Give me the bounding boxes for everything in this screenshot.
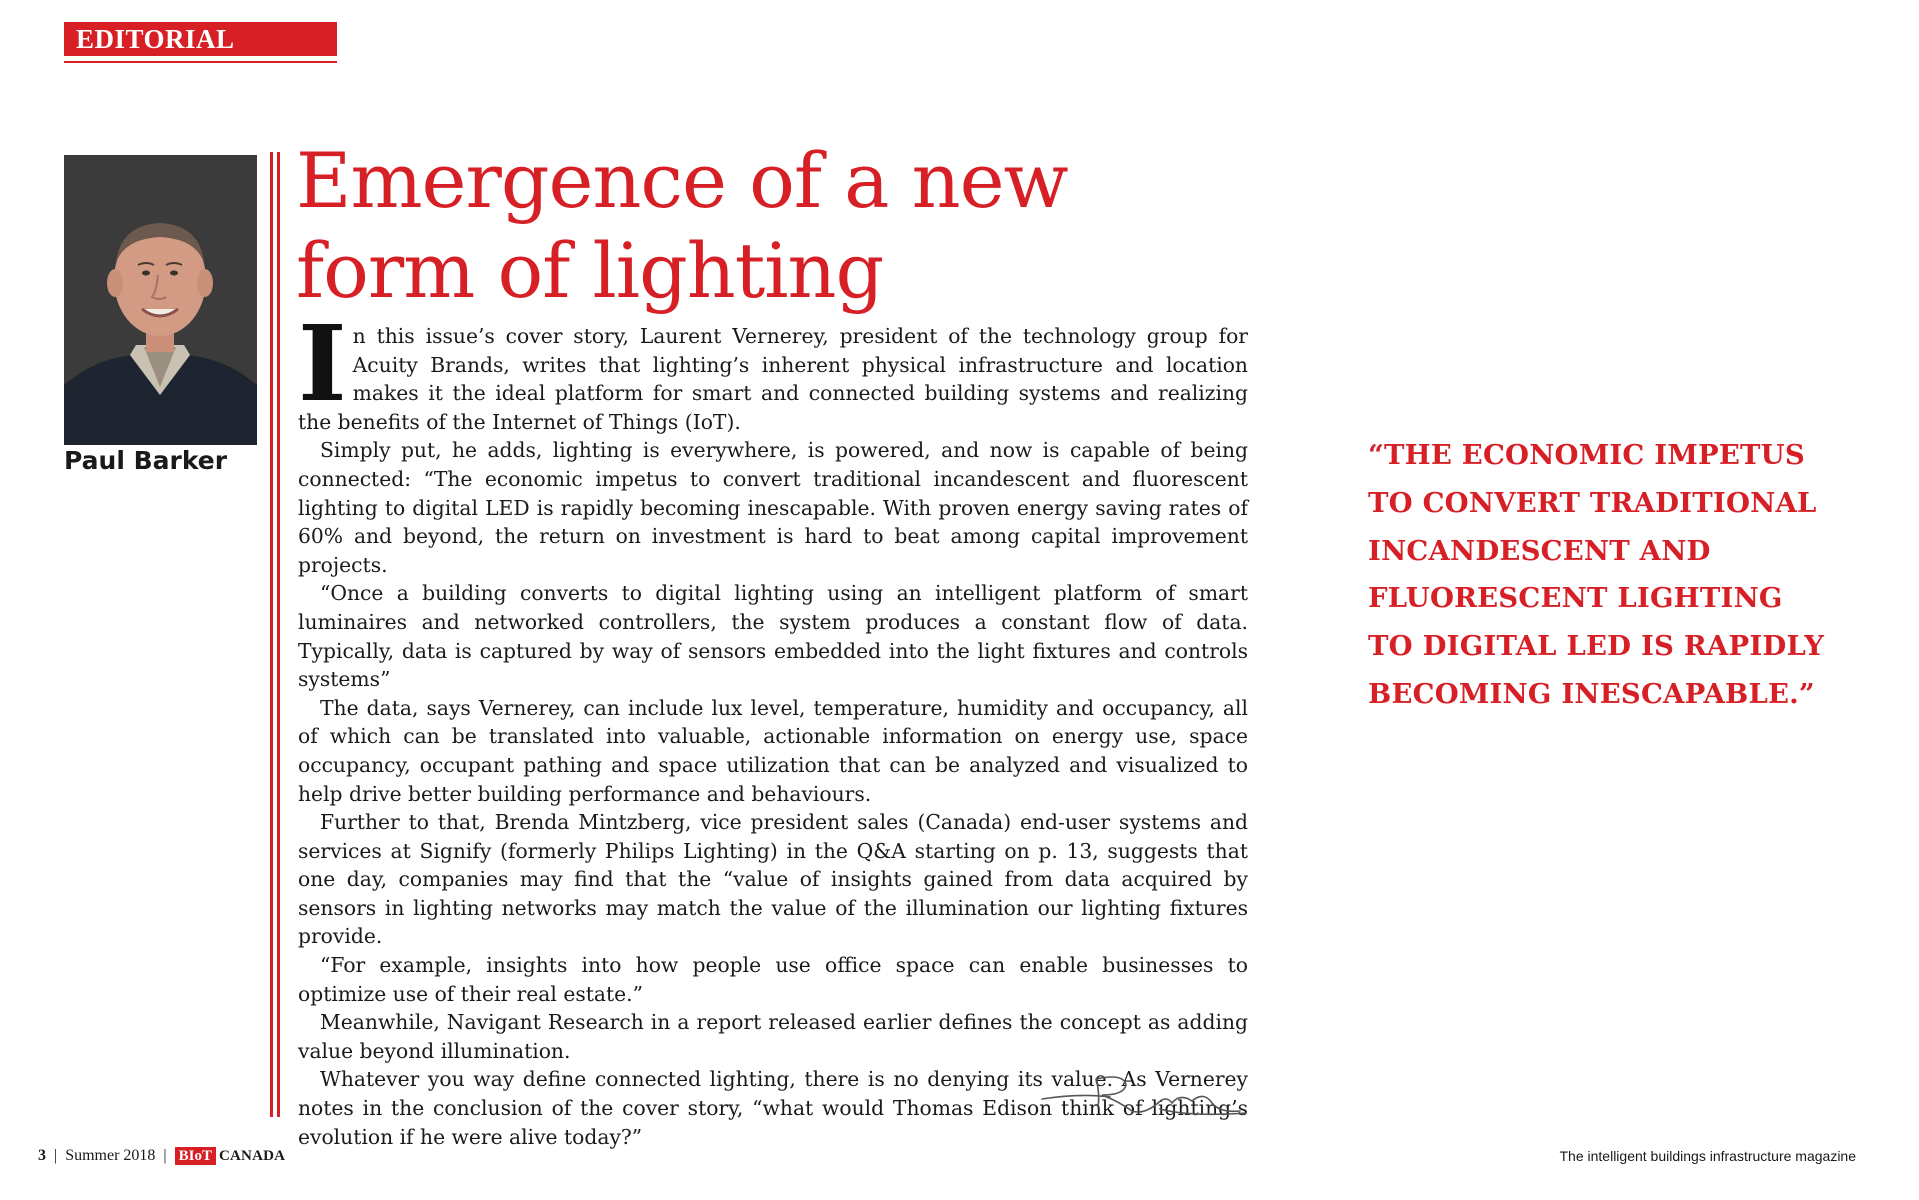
section-rule — [64, 61, 337, 63]
section-label: EDITORIAL — [64, 22, 337, 56]
paragraph: “Once a building converts to digital lighting using an intelligent platform of smart luminaires and networked controllers, the system produces a constant flow of data. Typically, data is captured by way of sensors embedded into the light fixtures and controls systems” — [298, 581, 1248, 692]
paragraph: Whatever you way define connected lighting, there is no denying its value. As Vernerey notes in the conclusion of the cover story, “what would Thomas Edison think of lighting’s evolution if he were alive today?” — [298, 1067, 1248, 1149]
magazine-tagline: The intelligent buildings infrastructure magazine — [1559, 1148, 1856, 1164]
paragraph-text: n this issue’s cover story, Laurent Vernerey, president of the technology group for Acuity Brands, writes that lighting’s inherent physical infrastructure and location makes it the ideal platform for smart and connected building systems and realizing the benefits of the Internet of Things (IoT). — [298, 324, 1248, 434]
magazine-logo-word: CANADA — [218, 1147, 286, 1164]
issue-date: Summer 2018 — [65, 1147, 156, 1164]
paragraph: “For example, insights into how people use office space can enable businesses to optimize use of their real estate.” — [298, 953, 1248, 1006]
pull-quote-line: FLUORESCENT LIGHTING — [1368, 582, 1783, 615]
paragraph: Simply put, he adds, lighting is everywhere, is powered, and now is capable of being connected: “The economic impetus to convert traditional incandescent and fluorescent lighting to digital LED is rapidly becoming inescapable. With proven energy saving rates of 60% and beyond, the return on investment is hard to beat among capital improvement projects. — [298, 438, 1248, 577]
magazine-logo: BIoT — [175, 1147, 216, 1165]
page-number: 3 — [38, 1147, 46, 1164]
drop-cap: I — [298, 302, 347, 425]
headline: Emergence of a new form of lighting — [296, 136, 1068, 315]
pull-quote-line: INCANDESCENT AND — [1368, 534, 1711, 567]
vertical-rule — [270, 152, 273, 1117]
author-photo — [64, 155, 257, 445]
paragraph: The data, says Vernerey, can include lux level, temperature, humidity and occupancy, all of which can be translated into valuable, actionable information on energy use, space occupancy, occupant pathing and space utilization that can be analyzed and visualized to help drive better building performance and behaviours. — [298, 695, 1248, 806]
pull-quote-line: BECOMING INESCAPABLE.” — [1368, 677, 1815, 710]
pull-quote-line: “THE ECONOMIC IMPETUS — [1368, 439, 1805, 471]
footer-folio — [38, 1147, 285, 1165]
author-name: Paul Barker — [64, 446, 228, 475]
signature — [1040, 1063, 1250, 1123]
divider: | — [163, 1147, 167, 1164]
divider: | — [54, 1147, 58, 1164]
pull-quote — [1368, 432, 1825, 719]
vertical-rule — [277, 152, 280, 1117]
pull-quote-line: TO CONVERT TRADITIONAL — [1368, 486, 1817, 519]
paragraph: Further to that, Brenda Mintzberg, vice president sales (Canada) end-user systems and services at Signify (formerly Philips Lighting) in the Q&A starting on p. 13, suggests that one day, companies may find that the “value of insights gained from data acquired by sensors in lighting networks may match the value of the illumination our lighting fixtures provide. — [298, 810, 1248, 949]
paragraph: Meanwhile, Navigant Research in a report released earlier defines the concept as adding value beyond illumination. — [298, 1010, 1248, 1063]
article-body — [298, 302, 1248, 1151]
pull-quote-line: TO DIGITAL LED IS RAPIDLY — [1368, 630, 1825, 663]
paragraph — [298, 302, 1248, 436]
